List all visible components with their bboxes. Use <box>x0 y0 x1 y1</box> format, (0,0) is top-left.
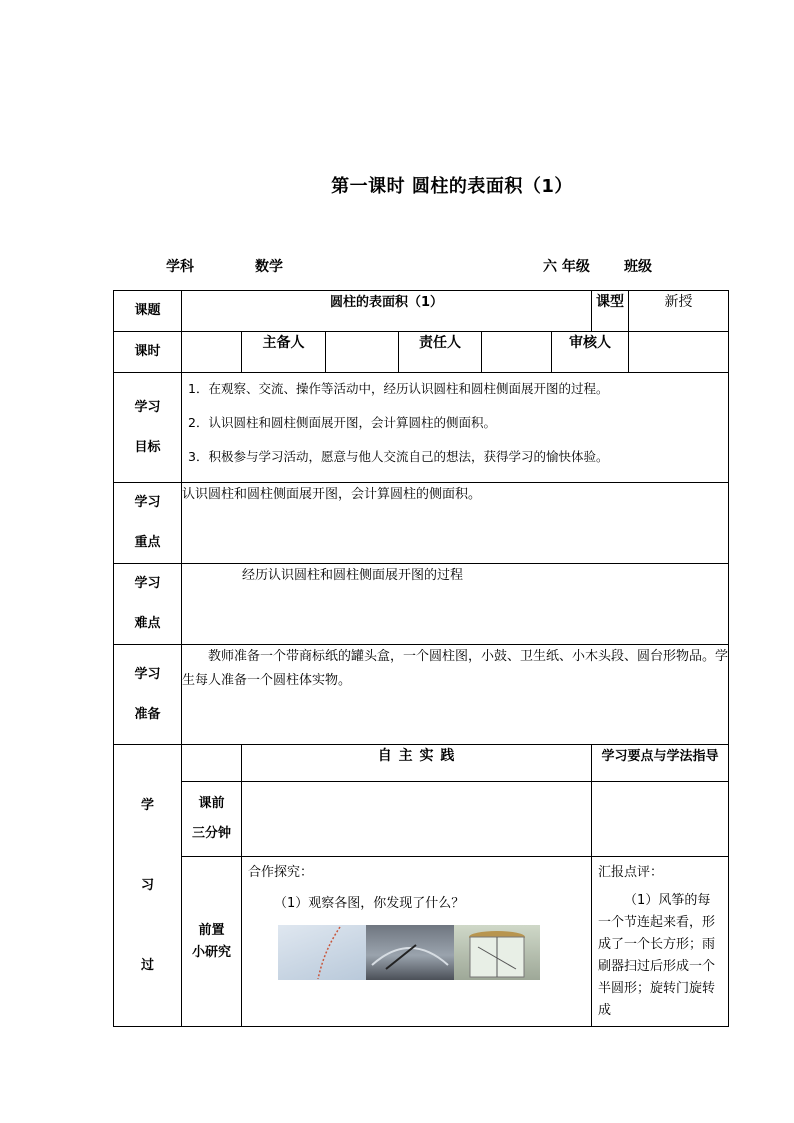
topic-label: 课题 <box>114 291 182 332</box>
lesson-type-label: 课型 <box>592 291 629 332</box>
lesson-plan-table <box>113 290 729 1027</box>
report-text: （1）风筝的每一个节连起来看，形成了一个长方形；雨刷器扫过后形成一个半圆形；旋转门旋转成 <box>598 893 716 1018</box>
grade-value: 六 年级 <box>543 259 590 275</box>
pre-study-guide <box>592 857 729 1027</box>
kite-image <box>278 925 366 980</box>
coop-question-1: （1）观察各图，你发现了什么？ <box>274 896 465 911</box>
observation-images <box>278 925 540 980</box>
preparer-label: 主备人 <box>242 332 326 373</box>
car-wiper-image <box>366 925 454 980</box>
process-header-blank <box>182 745 242 782</box>
practice-col-header: 自 主 实 践 <box>242 745 592 782</box>
lesson-type-value: 新授 <box>629 291 729 332</box>
reviewer-value[interactable] <box>629 332 729 373</box>
process-label: 学 习 过 <box>114 745 182 1027</box>
subject-value: 数学 <box>255 259 283 275</box>
objective-item: 1．在观察、交流、操作等活动中，经历认识圆柱和圆柱侧面展开图的过程。 <box>188 381 609 396</box>
key-points-label: 学习 重点 <box>114 483 182 564</box>
class-label: 班级 <box>624 259 652 275</box>
period-value[interactable] <box>182 332 242 373</box>
difficulties-label: 学习 难点 <box>114 564 182 645</box>
responsible-label: 责任人 <box>399 332 482 373</box>
difficulties-text: 经历认识圆柱和圆柱侧面展开图的过程 <box>182 564 729 645</box>
preparation-text: 教师准备一个带商标纸的罐头盒，一个圆柱图，小鼓、卫生纸、小木头段、圆台形物品。学生每人准备一个圆柱体实物。 <box>182 645 729 745</box>
objectives-label: 学习 目标 <box>114 373 182 483</box>
pre-class-label: 课前 三分钟 <box>182 782 242 857</box>
report-title: 汇报点评： <box>598 865 664 880</box>
objective-item: 3．积极参与学习活动，愿意与他人交流自己的想法，获得学习的愉快体验。 <box>188 449 609 464</box>
objectives-content <box>182 373 729 483</box>
coop-title: 合作探究： <box>248 865 314 880</box>
pre-study-label: 前置 小研究 <box>182 857 242 1027</box>
pre-class-practice[interactable] <box>242 782 592 857</box>
preparer-value[interactable] <box>326 332 399 373</box>
period-label: 课时 <box>114 332 182 373</box>
topic-value: 圆柱的表面积（1） <box>182 291 592 332</box>
pre-study-practice <box>242 857 592 1027</box>
guide-col-header: 学习要点与学法指导 <box>592 745 729 782</box>
preparation-label: 学习 准备 <box>114 645 182 745</box>
responsible-value[interactable] <box>482 332 552 373</box>
key-points-text: 认识圆柱和圆柱侧面展开图，会计算圆柱的侧面积。 <box>182 483 729 564</box>
objective-item: 2．认识圆柱和圆柱侧面展开图，会计算圆柱的侧面积。 <box>188 415 496 430</box>
subject-label: 学科 <box>166 259 194 275</box>
pre-class-guide[interactable] <box>592 782 729 857</box>
reviewer-label: 审核人 <box>552 332 629 373</box>
page-title: 第一课时 圆柱的表面积（1） <box>331 176 573 197</box>
revolving-door-image <box>454 925 540 980</box>
